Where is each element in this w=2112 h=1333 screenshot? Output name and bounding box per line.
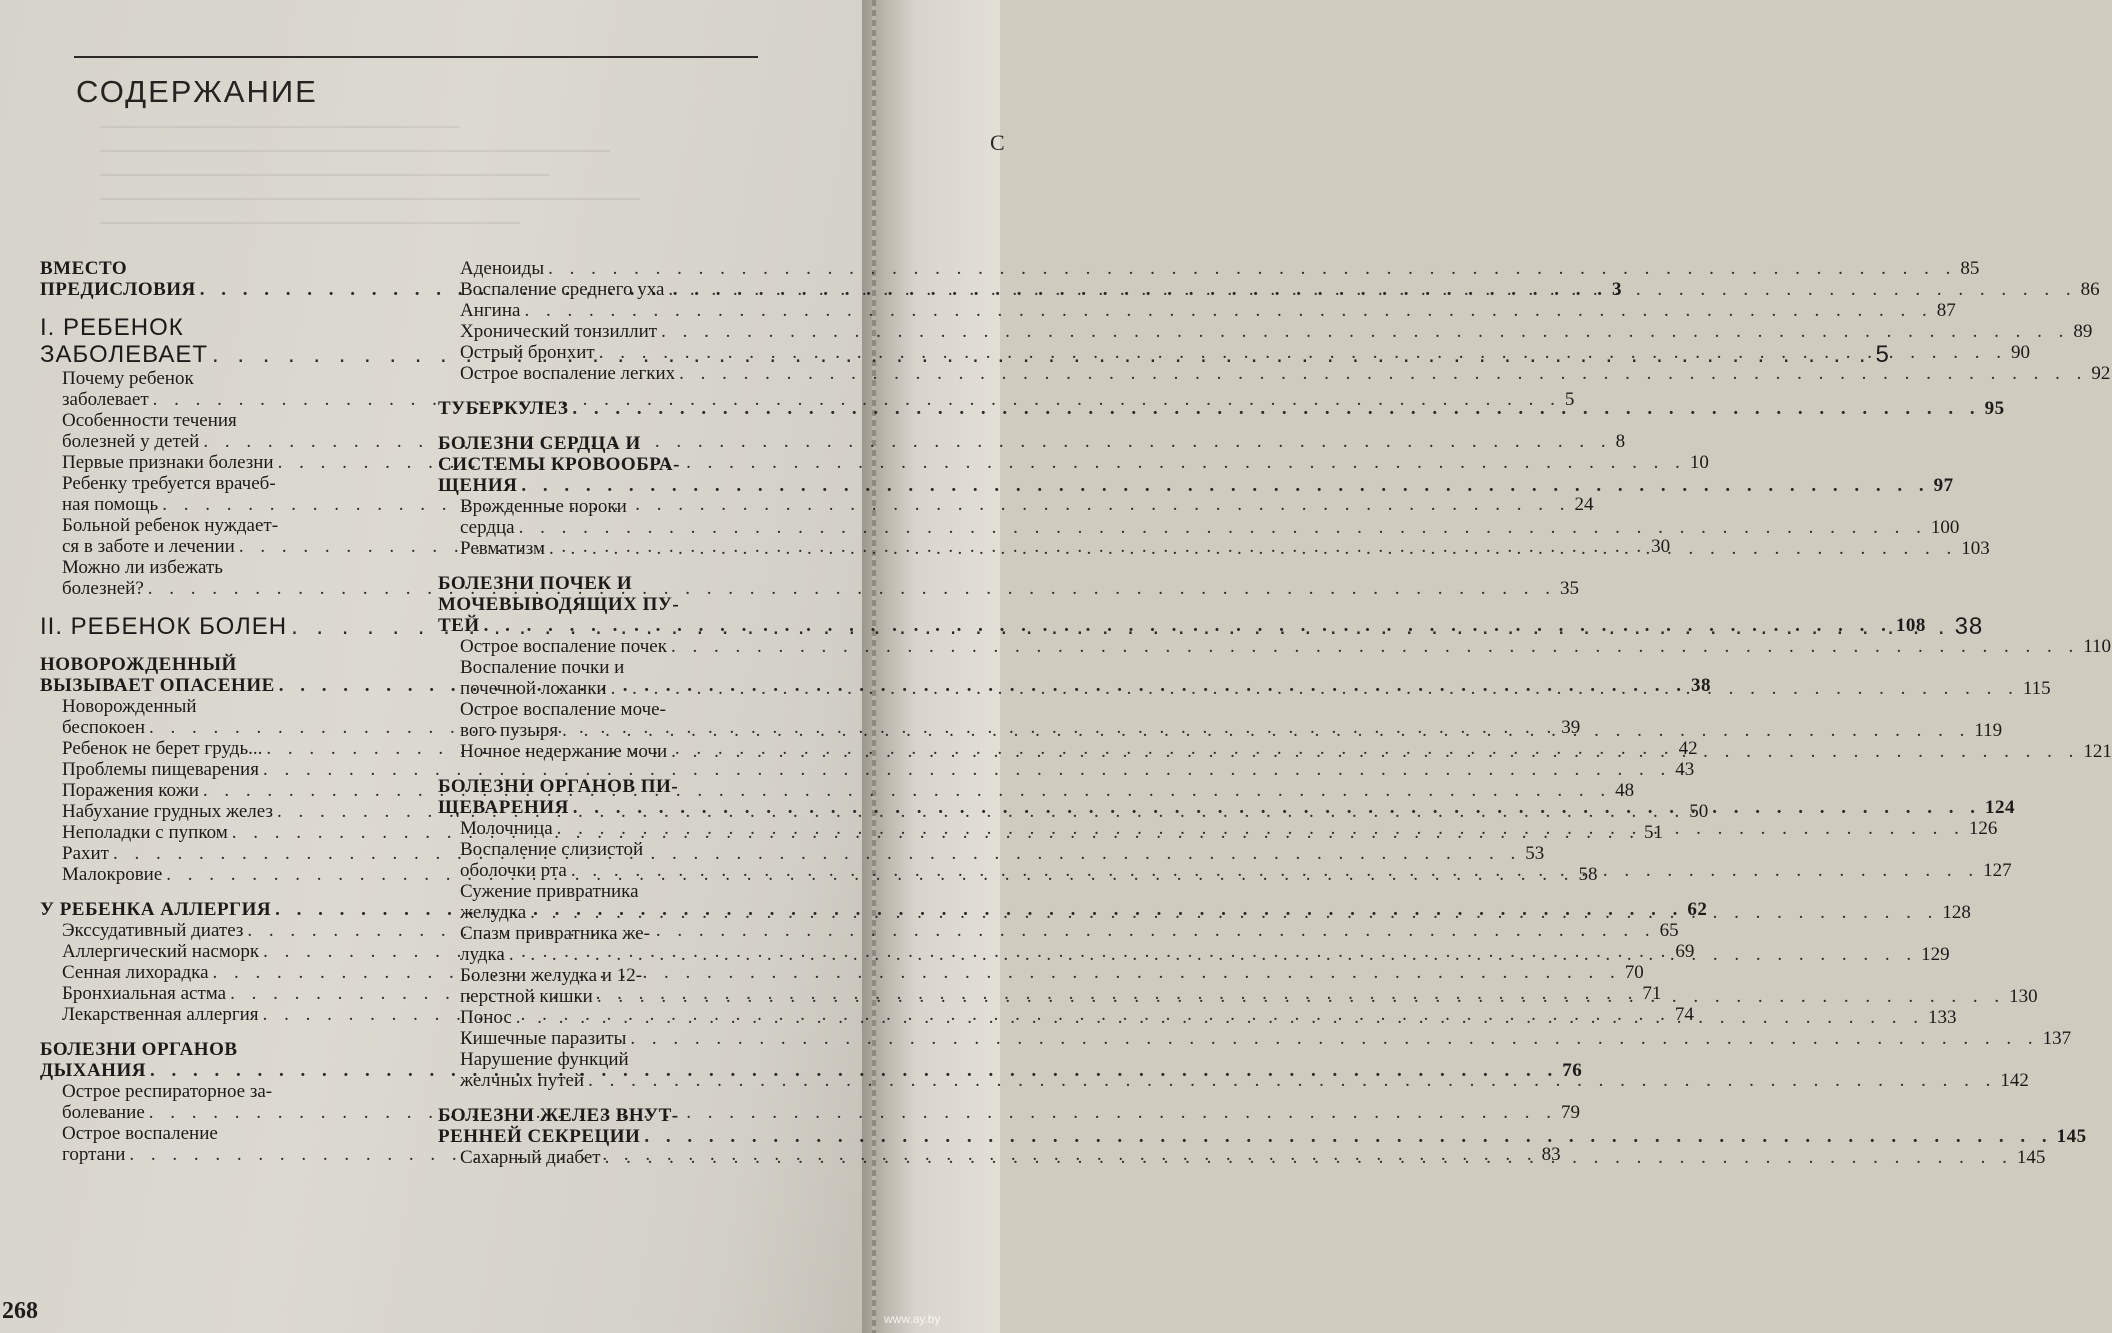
toc-page-number: 35	[1560, 578, 1580, 599]
section-gap	[40, 640, 408, 654]
toc-page-number: 129	[1921, 944, 1950, 965]
toc-page-number: 145	[2056, 1126, 2087, 1147]
toc-entry-title: Почему ребенок	[62, 368, 194, 389]
toc-entry-title: вого пузыря	[460, 720, 559, 741]
toc-page-number: 5	[1875, 341, 1890, 368]
toc-entry-title: Можно ли избежать	[62, 557, 223, 578]
toc-page-number: 5	[1564, 389, 1575, 410]
toc-entry-title: БОЛЕЗНИ СЕРДЦА И	[438, 433, 641, 454]
toc-entry-title: Острое респираторное за-	[62, 1081, 273, 1102]
toc-page-number: 137	[2042, 1028, 2072, 1049]
toc-page-number: 65	[1659, 920, 1679, 941]
dot-leader	[509, 944, 1917, 965]
toc-entry-title: Воспаление почки и	[460, 657, 625, 678]
toc-entry-title: Сенная лихорадка	[62, 962, 209, 983]
toc-page-number: 121	[2083, 741, 2112, 762]
section-gap	[438, 762, 774, 776]
toc-entry-title: болезней?	[62, 578, 144, 599]
toc-page-number: 128	[1942, 902, 1971, 923]
section-gap	[40, 1025, 408, 1039]
toc-entry-title: Острое воспаление легких	[460, 363, 676, 384]
toc-entry-title: беспокоен	[62, 717, 146, 738]
toc-entry-title: БОЛЕЗНИ ОРГАНОВ	[40, 1039, 238, 1060]
toc-entry-title: Новорожденный	[62, 696, 197, 717]
toc-page-number: 3	[1612, 279, 1623, 300]
toc-page-number: 85	[1960, 258, 1980, 279]
toc-entry-title: Ребенок не берет грудь...	[62, 738, 263, 759]
dot-leader	[573, 797, 1981, 818]
page-title: СОДЕРЖАНИЕ	[76, 74, 318, 109]
toc-page-number: 8	[1615, 431, 1626, 452]
watermark: www.ay.by	[884, 1312, 941, 1326]
toc-entry-title: почечной лоханки	[460, 678, 607, 699]
toc-page-number: 127	[1983, 860, 2012, 881]
toc-entry-title: Неполадки с пупком	[62, 822, 228, 843]
dot-leader	[588, 1070, 1996, 1091]
toc-page-number: 50	[1689, 801, 1709, 822]
toc-entry-title: Сужение привратника	[460, 881, 639, 902]
dot-leader	[630, 1028, 2038, 1049]
toc-page-number: 76	[1562, 1060, 1583, 1081]
toc-entry-title: Воспаление среднего уха	[460, 279, 665, 300]
toc-entry-title: БОЛЕЗНИ ОРГАНОВ ПИ-	[438, 776, 679, 797]
toc-entry-title: Ночное недержание мочи	[460, 741, 668, 762]
dot-leader	[148, 578, 1556, 599]
toc-entry-title: НОВОРОЖДЕННЫЙ	[40, 654, 237, 675]
toc-entry-title: ПРЕДИСЛОВИЯ	[40, 279, 196, 300]
toc-entry	[438, 636, 2111, 657]
toc-page-number: 58	[1578, 864, 1598, 885]
toc-entry-title: Ангина	[460, 300, 521, 321]
toc-entry-title: ная помощь	[62, 494, 159, 515]
toc-page-number: 89	[2073, 321, 2093, 342]
dot-leader	[548, 258, 1956, 279]
toc-entry	[40, 759, 1695, 780]
toc-entry-title: МОЧЕВЫВОДЯЩИХ ПУ-	[438, 594, 680, 615]
toc-entry-title: оболочки рта	[460, 860, 567, 881]
toc-entry-title: ЗАБОЛЕВАЕТ	[40, 341, 209, 368]
dot-leader	[549, 538, 1957, 559]
toc-entry-title: Первые признаки болезни	[62, 452, 274, 473]
toc-entry-title: Набухание грудных желез	[62, 801, 273, 822]
dot-leader	[571, 860, 1979, 881]
toc-entry	[438, 1028, 2072, 1049]
toc-page-number: 69	[1675, 941, 1695, 962]
toc-entry-title: Кишечные паразиты	[460, 1028, 627, 1049]
dot-leader	[671, 741, 2079, 762]
toc-entry	[438, 300, 1956, 321]
toc-entry-title: Острое воспаление почек	[460, 636, 667, 657]
toc-entry-title: гортани	[62, 1144, 126, 1165]
toc-page-number: 86	[2080, 279, 2100, 300]
toc-entry-title: Ревматизм	[460, 538, 545, 559]
section-gap	[40, 885, 408, 899]
toc-entry-title: Нарушение функций	[460, 1049, 629, 1070]
toc-entry-title: лудка	[460, 944, 505, 965]
dot-leader	[644, 1126, 2052, 1147]
toc-entry-title: Острое воспаление моче-	[460, 699, 666, 720]
toc-page-number: 39	[1561, 717, 1581, 738]
toc-entry-title: Молочница	[460, 818, 553, 839]
dot-leader	[562, 720, 1970, 741]
toc-entry-title: Аллергический насморк	[62, 941, 260, 962]
toc-entry-title: Острое воспаление	[62, 1123, 218, 1144]
toc-entry-title: Особенности течения	[62, 410, 237, 431]
toc-page-number: 87	[1936, 300, 1956, 321]
toc-entry-title: Экссудативный диатез	[62, 920, 244, 941]
toc-entry	[438, 342, 2030, 363]
toc-entry-title: ВМЕСТО	[40, 258, 128, 279]
toc-page-number: 83	[1541, 1144, 1561, 1165]
toc-entry	[438, 321, 2093, 342]
toc-entry-title: Лекарственная аллергия	[62, 1004, 259, 1025]
toc-page-number: 30	[1651, 536, 1671, 557]
toc-entry-title: II. РЕБЕНОК БОЛЕН	[40, 613, 288, 640]
toc-page-number: 95	[1984, 398, 2005, 419]
toc-page-number: 51	[1644, 822, 1663, 843]
dot-leader	[530, 902, 1938, 923]
toc-entry-title: Врожденные пороки	[460, 496, 627, 517]
toc-entry-title: заболевает	[62, 389, 149, 410]
page-number: 268	[2, 1298, 38, 1324]
toc-entry	[438, 279, 2100, 300]
toc-page-number: 24	[1574, 494, 1594, 515]
toc-entry-title: У РЕБЕНКА АЛЛЕРГИЯ	[40, 899, 272, 920]
toc-page-number: 92	[2091, 363, 2111, 384]
section-gap	[40, 599, 408, 613]
toc-entry	[438, 258, 1980, 279]
dot-leader	[516, 1007, 1924, 1028]
toc-page-number: 110	[2083, 636, 2111, 657]
toc-entry-title: ся в заботе и лечении	[62, 536, 235, 557]
toc-page-number: 62	[1687, 899, 1708, 920]
dot-leader	[557, 818, 1965, 839]
toc-page-number: 71	[1642, 983, 1662, 1004]
section-gap	[438, 1091, 774, 1105]
dot-leader	[484, 615, 1892, 636]
toc-page-number: 10	[1689, 452, 1709, 473]
toc-entry-title: Поражения кожи	[62, 780, 199, 801]
toc-entry-title: I. РЕБЕНОК	[40, 314, 184, 341]
dot-leader	[679, 363, 2087, 384]
toc-entry-title: Больной ребенок нуждает-	[62, 515, 279, 536]
section-gap	[438, 384, 774, 398]
toc-page-number: 43	[1675, 759, 1695, 780]
dot-leader	[524, 300, 1932, 321]
toc-page-number: 115	[2022, 678, 2051, 699]
toc-entry-title: болезней у детей	[62, 431, 200, 452]
toc-entry	[438, 363, 2111, 384]
toc-page-number: 126	[1968, 818, 1998, 839]
toc-entry-title: БОЛЕЗНИ ЖЕЛЕЗ ВНУТ-	[438, 1105, 679, 1126]
toc-page-number: 133	[1928, 1007, 1957, 1028]
toc-entry-title: СИСТЕМЫ КРОВООБРА-	[438, 454, 680, 475]
section-gap	[438, 559, 774, 573]
toc-page-number: 74	[1674, 1004, 1694, 1025]
toc-page-number: 108	[1895, 615, 1926, 636]
toc-entry-title: Понос	[460, 1007, 512, 1028]
toc-entry-title: ЩЕВАРЕНИЯ	[438, 797, 569, 818]
toc-entry-title: БОЛЕЗНИ ПОЧЕК И	[438, 573, 633, 594]
dot-leader	[597, 986, 2005, 1007]
toc-entry-title: Бронхиальная астма	[62, 983, 227, 1004]
toc-page-number: 124	[1985, 797, 2016, 818]
toc-page-number: 90	[2010, 342, 2030, 363]
toc-entry-title: ДЫХАНИЯ	[40, 1060, 146, 1081]
toc-entry-title: Спазм привратника же-	[460, 923, 650, 944]
section-gap	[438, 419, 774, 433]
dot-leader	[661, 321, 2069, 342]
toc-page-number: 53	[1525, 843, 1545, 864]
toc-entry-title: ВЫЗЫВАЕТ ОПАСЕНИЕ	[40, 675, 275, 696]
toc-page-number: 142	[2000, 1070, 2029, 1091]
dot-leader	[521, 475, 1929, 496]
dot-leader	[213, 962, 1621, 983]
dot-leader	[599, 342, 2007, 363]
toc-entry-title: Аденоиды	[460, 258, 545, 279]
dot-leader	[149, 1102, 1557, 1123]
toc-entry-title: Проблемы пищеварения	[62, 759, 259, 780]
toc-page-number: 38	[1691, 675, 1712, 696]
toc-entry-title: ЩЕНИЯ	[438, 475, 518, 496]
toc-entry-title: РЕННЕЙ СЕКРЕЦИИ	[438, 1126, 641, 1147]
toc-page-number: 79	[1561, 1102, 1581, 1123]
toc-section	[438, 398, 2005, 419]
toc-entry-title: Острый бронхит	[460, 342, 595, 363]
dot-leader	[668, 279, 2076, 300]
toc-page-number: 145	[2016, 1147, 2046, 1168]
dot-leader	[572, 398, 1980, 419]
toc-entry-title: желудка	[460, 902, 527, 923]
next-page-edge-letter: С	[990, 130, 1005, 155]
toc-entry-title: Воспаление слизистой	[460, 839, 644, 860]
toc-page-number: 97	[1933, 475, 1954, 496]
heading-rule	[74, 56, 758, 58]
toc-entry-title: сердца	[460, 517, 515, 538]
toc-entry-title: желчных путей	[460, 1070, 585, 1091]
toc-entry-title: Малокровие	[62, 864, 163, 885]
toc-entry-title: перстной кишки	[460, 986, 593, 1007]
toc-entry-title: Хронический тонзиллит	[460, 321, 658, 342]
dot-leader	[162, 494, 1570, 515]
toc-entry-title: Ребенку требуется врачеб-	[62, 473, 276, 494]
toc-entry-title: Рахит	[62, 843, 109, 864]
toc-page-number: 119	[1974, 720, 2003, 741]
toc-entry-title: Болезни желудка и 12-	[460, 965, 643, 986]
bleed-through-text	[100, 126, 700, 256]
toc-entry-title: ТЕЙ	[438, 615, 480, 636]
toc-entry-title: ТУБЕРКУЛЕЗ	[438, 398, 569, 419]
dot-leader	[203, 431, 1611, 452]
toc-page-number: 70	[1624, 962, 1644, 983]
dot-leader	[671, 636, 2079, 657]
toc-page-number: 100	[1930, 517, 1960, 538]
dot-leader	[519, 517, 1927, 538]
toc-page-number: 130	[2009, 986, 2038, 1007]
section-gap	[40, 300, 408, 314]
toc-page-number: 38	[1954, 613, 1984, 640]
toc-entry-title: болевание	[62, 1102, 145, 1123]
toc-page-number: 42	[1678, 738, 1698, 759]
dot-leader	[611, 678, 2019, 699]
dot-leader	[605, 1147, 2013, 1168]
toc-page-number: 103	[1961, 538, 1990, 559]
toc-page-number: 48	[1615, 780, 1635, 801]
toc-entry-title: Сахарный диабет	[460, 1147, 601, 1168]
